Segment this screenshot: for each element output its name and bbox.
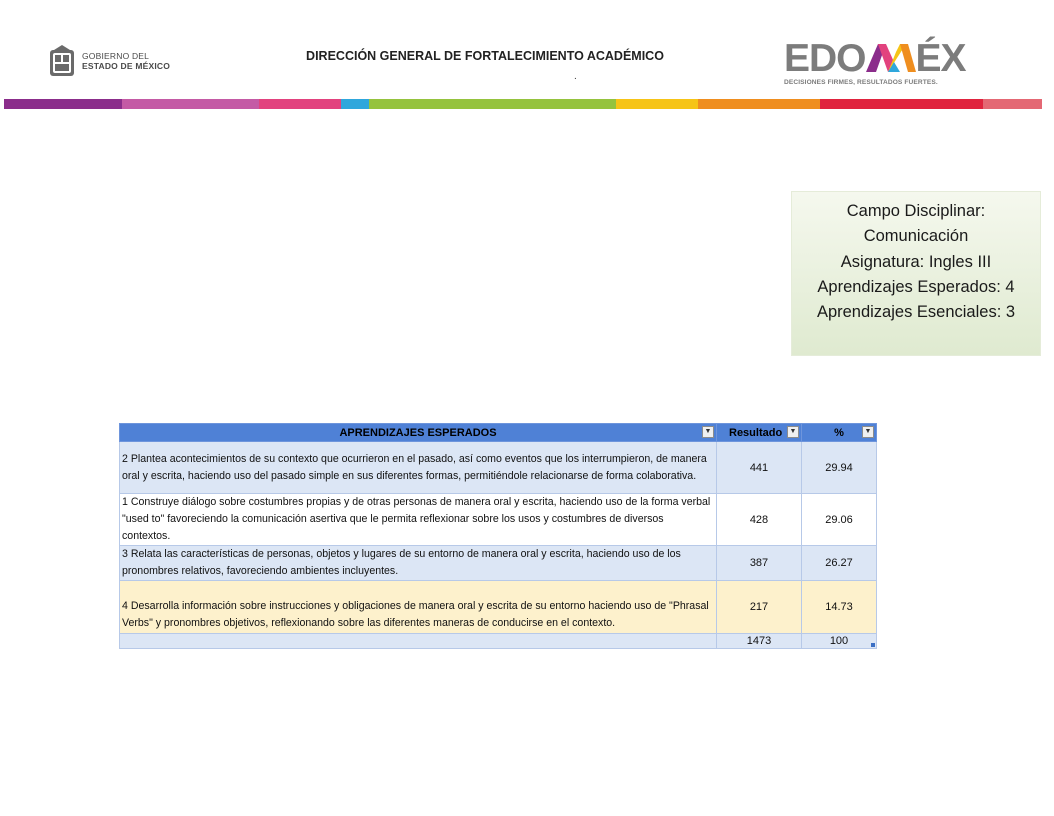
info-line-esenciales: Aprendizajes Esenciales: 3: [816, 303, 1016, 322]
department-dot: .: [574, 71, 577, 82]
table-row: [120, 494, 877, 546]
color-stripe-segment: [698, 99, 820, 109]
info-line-campo: Campo Disciplinar:: [846, 202, 986, 220]
color-stripe: [4, 99, 1054, 109]
brand-left: EDO: [784, 37, 866, 80]
edomex-logo: [784, 37, 984, 88]
total-empty-cell: [120, 634, 717, 649]
color-stripe-segment: [259, 99, 341, 109]
row-result: 217: [717, 581, 802, 634]
total-percent: 100: [802, 634, 877, 649]
info-line-comunicacion: Comunicación: [863, 227, 969, 246]
subject-info-box: [791, 191, 1041, 356]
row-percent: 29.94: [802, 442, 877, 494]
brand-right: ÉX: [915, 37, 966, 80]
header-aprendizajes: APRENDIZAJES ESPERADOS ▼: [120, 424, 717, 442]
row-description: 3 Relata las características de personas, objetos y lugares de su entorno de manera oral y escrita, haciendo uso de los pronombres relativos, favoreciendo ambientes incluyentes.: [120, 546, 717, 581]
gov-line1: GOBIERNO DEL: [82, 51, 150, 61]
row-result: 428: [717, 494, 802, 546]
table-row: [120, 442, 877, 494]
header-percent: % ▼: [802, 424, 877, 442]
color-stripe-segment: [122, 99, 259, 109]
color-stripe-segment: [4, 99, 122, 109]
color-stripe-segment: [341, 99, 369, 109]
row-description: 1 Construye diálogo sobre costumbres propias y de otras personas de manera oral y escrita, haciendo uso de la forma verbal "used to" favoreciendo la comunicación asertiva que le permita reflexionar sobre los usos y costumbres de diversos contextos.: [120, 494, 717, 546]
table-resize-handle[interactable]: [871, 643, 875, 647]
learning-table: [119, 423, 876, 649]
color-stripe-segment: [616, 99, 698, 109]
department-title: DIRECCIÓN GENERAL DE FORTALECIMIENTO ACADÉMICO: [306, 49, 664, 63]
color-stripe-segment: [983, 99, 1042, 109]
table-row: [120, 546, 877, 581]
info-line-esperados: Aprendizajes Esperados: 4: [817, 277, 1015, 296]
gov-line2: ESTADO DE MÉXICO: [82, 61, 171, 71]
row-percent: 14.73: [802, 581, 877, 634]
info-line-asignatura: Asignatura: Ingles III: [840, 252, 992, 271]
row-result: 441: [717, 442, 802, 494]
row-percent: 26.27: [802, 546, 877, 581]
table-row: [120, 581, 877, 634]
filter-dropdown-icon[interactable]: ▼: [702, 426, 714, 438]
filter-dropdown-icon[interactable]: ▼: [862, 426, 874, 438]
row-description: 2 Plantea acontecimientos de su contexto que ocurrieron en el pasado, así como eventos que los interrumpieron, de manera oral y escrita, haciendo uso del pasado simple en sus diferentes formas, permitiéndole relacionarse de forma colaborativa.: [120, 442, 717, 494]
color-stripe-segment: [820, 99, 983, 109]
header-resultado: Resultado ▼: [717, 424, 802, 442]
state-seal-icon: [48, 44, 76, 78]
color-stripe-segment: [369, 99, 616, 109]
table-total-row: [120, 634, 877, 649]
total-result: 1473: [717, 634, 802, 649]
row-percent: 29.06: [802, 494, 877, 546]
filter-dropdown-icon[interactable]: ▼: [787, 426, 799, 438]
table-header-row: [120, 424, 877, 442]
row-description: 4 Desarrolla información sobre instrucciones y obligaciones de manera oral y escrita de su entorno haciendo uso de "Phrasal Verbs" y pronombres objetivos, reflexionando sobre las diferentes maneras de conducirse en el contexto.: [120, 581, 717, 634]
row-result: 387: [717, 546, 802, 581]
brand-tagline: DECISIONES FIRMES, RESULTADOS FUERTES.: [784, 79, 938, 86]
brand-m-icon: [866, 42, 916, 72]
gobierno-logo: [48, 42, 188, 80]
